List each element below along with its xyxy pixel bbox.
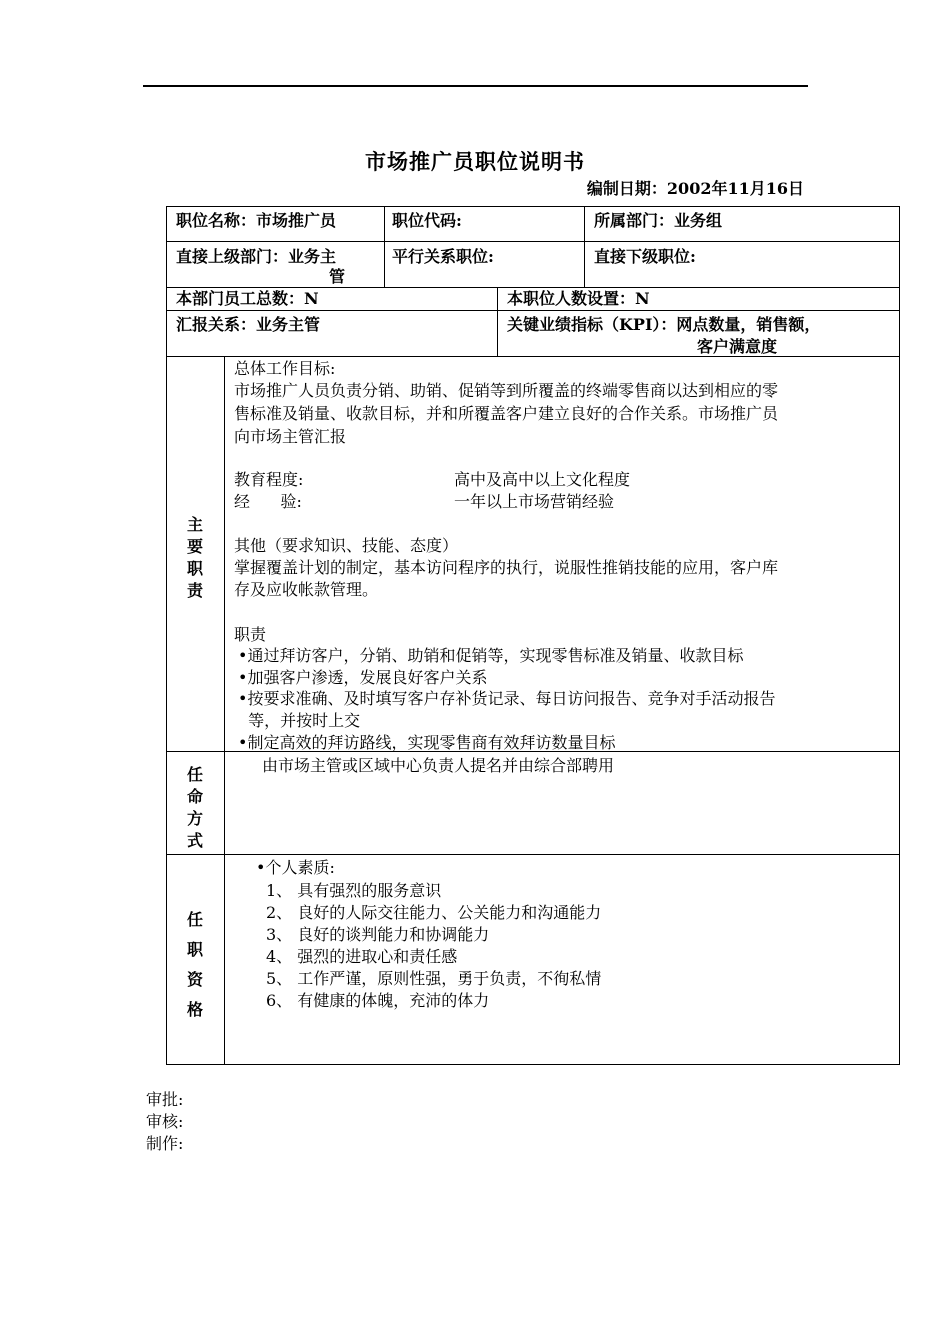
superior-department: 直接上级部门：业务主	[176, 247, 337, 266]
approval-field: 审批:	[146, 1090, 184, 1109]
prepared-by-field: 制作:	[146, 1134, 184, 1153]
appointment-method: 由市场主管或区域中心负责人提名并由综合部聘用	[262, 756, 615, 775]
label-column-divider	[224, 356, 225, 1065]
objective-title: 总体工作目标:	[234, 359, 336, 378]
duty-item: •制定高效的拜访路线，实现零售商有效拜访数量目标	[238, 733, 616, 752]
qualification-item: 3、 良好的谈判能力和协调能力	[266, 925, 490, 944]
position-name: 职位名称：市场推广员	[176, 211, 337, 230]
row-divider	[166, 356, 900, 357]
kpi-continued: 客户满意度	[697, 337, 778, 356]
kpi: 关键业绩指标（KPI）：网点数量，销售额，	[507, 315, 821, 334]
duty-item: 等，并按时上交	[238, 711, 361, 730]
top-rule	[143, 85, 808, 87]
qualifications-label: 任 职 资 格	[186, 910, 203, 1019]
column-divider	[384, 206, 385, 287]
column-divider	[584, 206, 585, 287]
parallel-positions: 平行关系职位:	[392, 247, 494, 266]
table-border-top	[166, 206, 900, 207]
row-divider	[166, 310, 900, 311]
department: 所属部门：业务组	[594, 211, 723, 230]
document-title: 市场推广员职位说明书	[365, 149, 585, 174]
position-headcount: 本职位人数设置：N	[507, 289, 650, 308]
row-divider	[166, 241, 900, 242]
qualification-item: 6、 有健康的体魄，充沛的体力	[266, 991, 490, 1010]
other-requirements-title: 其他（要求知识、技能、态度）	[234, 536, 459, 555]
column-divider	[497, 287, 498, 356]
duty-item: •按要求准确、及时填写客户存补货记录、每日访问报告、竞争对手活动报告	[238, 689, 776, 708]
qualification-item: 5、 工作严谨，原则性强，勇于负责，不徇私情	[266, 969, 602, 988]
education-label: 教育程度:	[234, 470, 304, 489]
objective-line: 售标准及销量、收款目标，并和所覆盖客户建立良好的合作关系。市场推广员	[234, 404, 779, 423]
table-border-bottom	[166, 1064, 900, 1065]
appointment-label: 任 命 方 式	[186, 765, 203, 850]
duty-item: •通过拜访客户，分销、助销和促销等，实现零售标准及销量、收款目标	[238, 646, 744, 665]
other-requirements-line: 掌握覆盖计划的制定，基本访问程序的执行，说服性推销技能的应用，客户库	[234, 558, 779, 577]
review-field: 审核:	[146, 1112, 184, 1131]
education-value: 高中及高中以上文化程度	[454, 470, 631, 489]
experience-value: 一年以上市场营销经验	[454, 492, 615, 511]
position-code: 职位代码:	[392, 211, 462, 230]
superior-department-continued: 管	[329, 267, 346, 286]
table-border-right	[899, 206, 900, 1065]
personal-qualities-title: •个人素质:	[256, 858, 335, 877]
subordinate-positions: 直接下级职位:	[594, 247, 696, 266]
qualification-item: 1、 具有强烈的服务意识	[266, 881, 442, 900]
objective-line: 市场推广人员负责分销、助销、促销等到所覆盖的终端零售商以达到相应的零	[234, 381, 779, 400]
main-duties-label: 主 要 职 责	[186, 515, 203, 600]
duty-item: •加强客户渗透，发展良好客户关系	[238, 668, 488, 687]
qualification-item: 2、 良好的人际交往能力、公关能力和沟通能力	[266, 903, 602, 922]
reporting-relationship: 汇报关系：业务主管	[176, 315, 321, 334]
experience-label: 经 验:	[234, 492, 302, 511]
other-requirements-line: 存及应收帐款管理。	[234, 580, 379, 599]
qualification-item: 4、 强烈的进取心和责任感	[266, 947, 458, 966]
department-headcount: 本部门员工总数：N	[176, 289, 319, 308]
objective-line: 向市场主管汇报	[234, 427, 347, 446]
compile-date: 编制日期：2002年11月16日	[586, 179, 804, 198]
duties-title: 职责	[234, 625, 267, 644]
row-divider	[166, 854, 900, 855]
